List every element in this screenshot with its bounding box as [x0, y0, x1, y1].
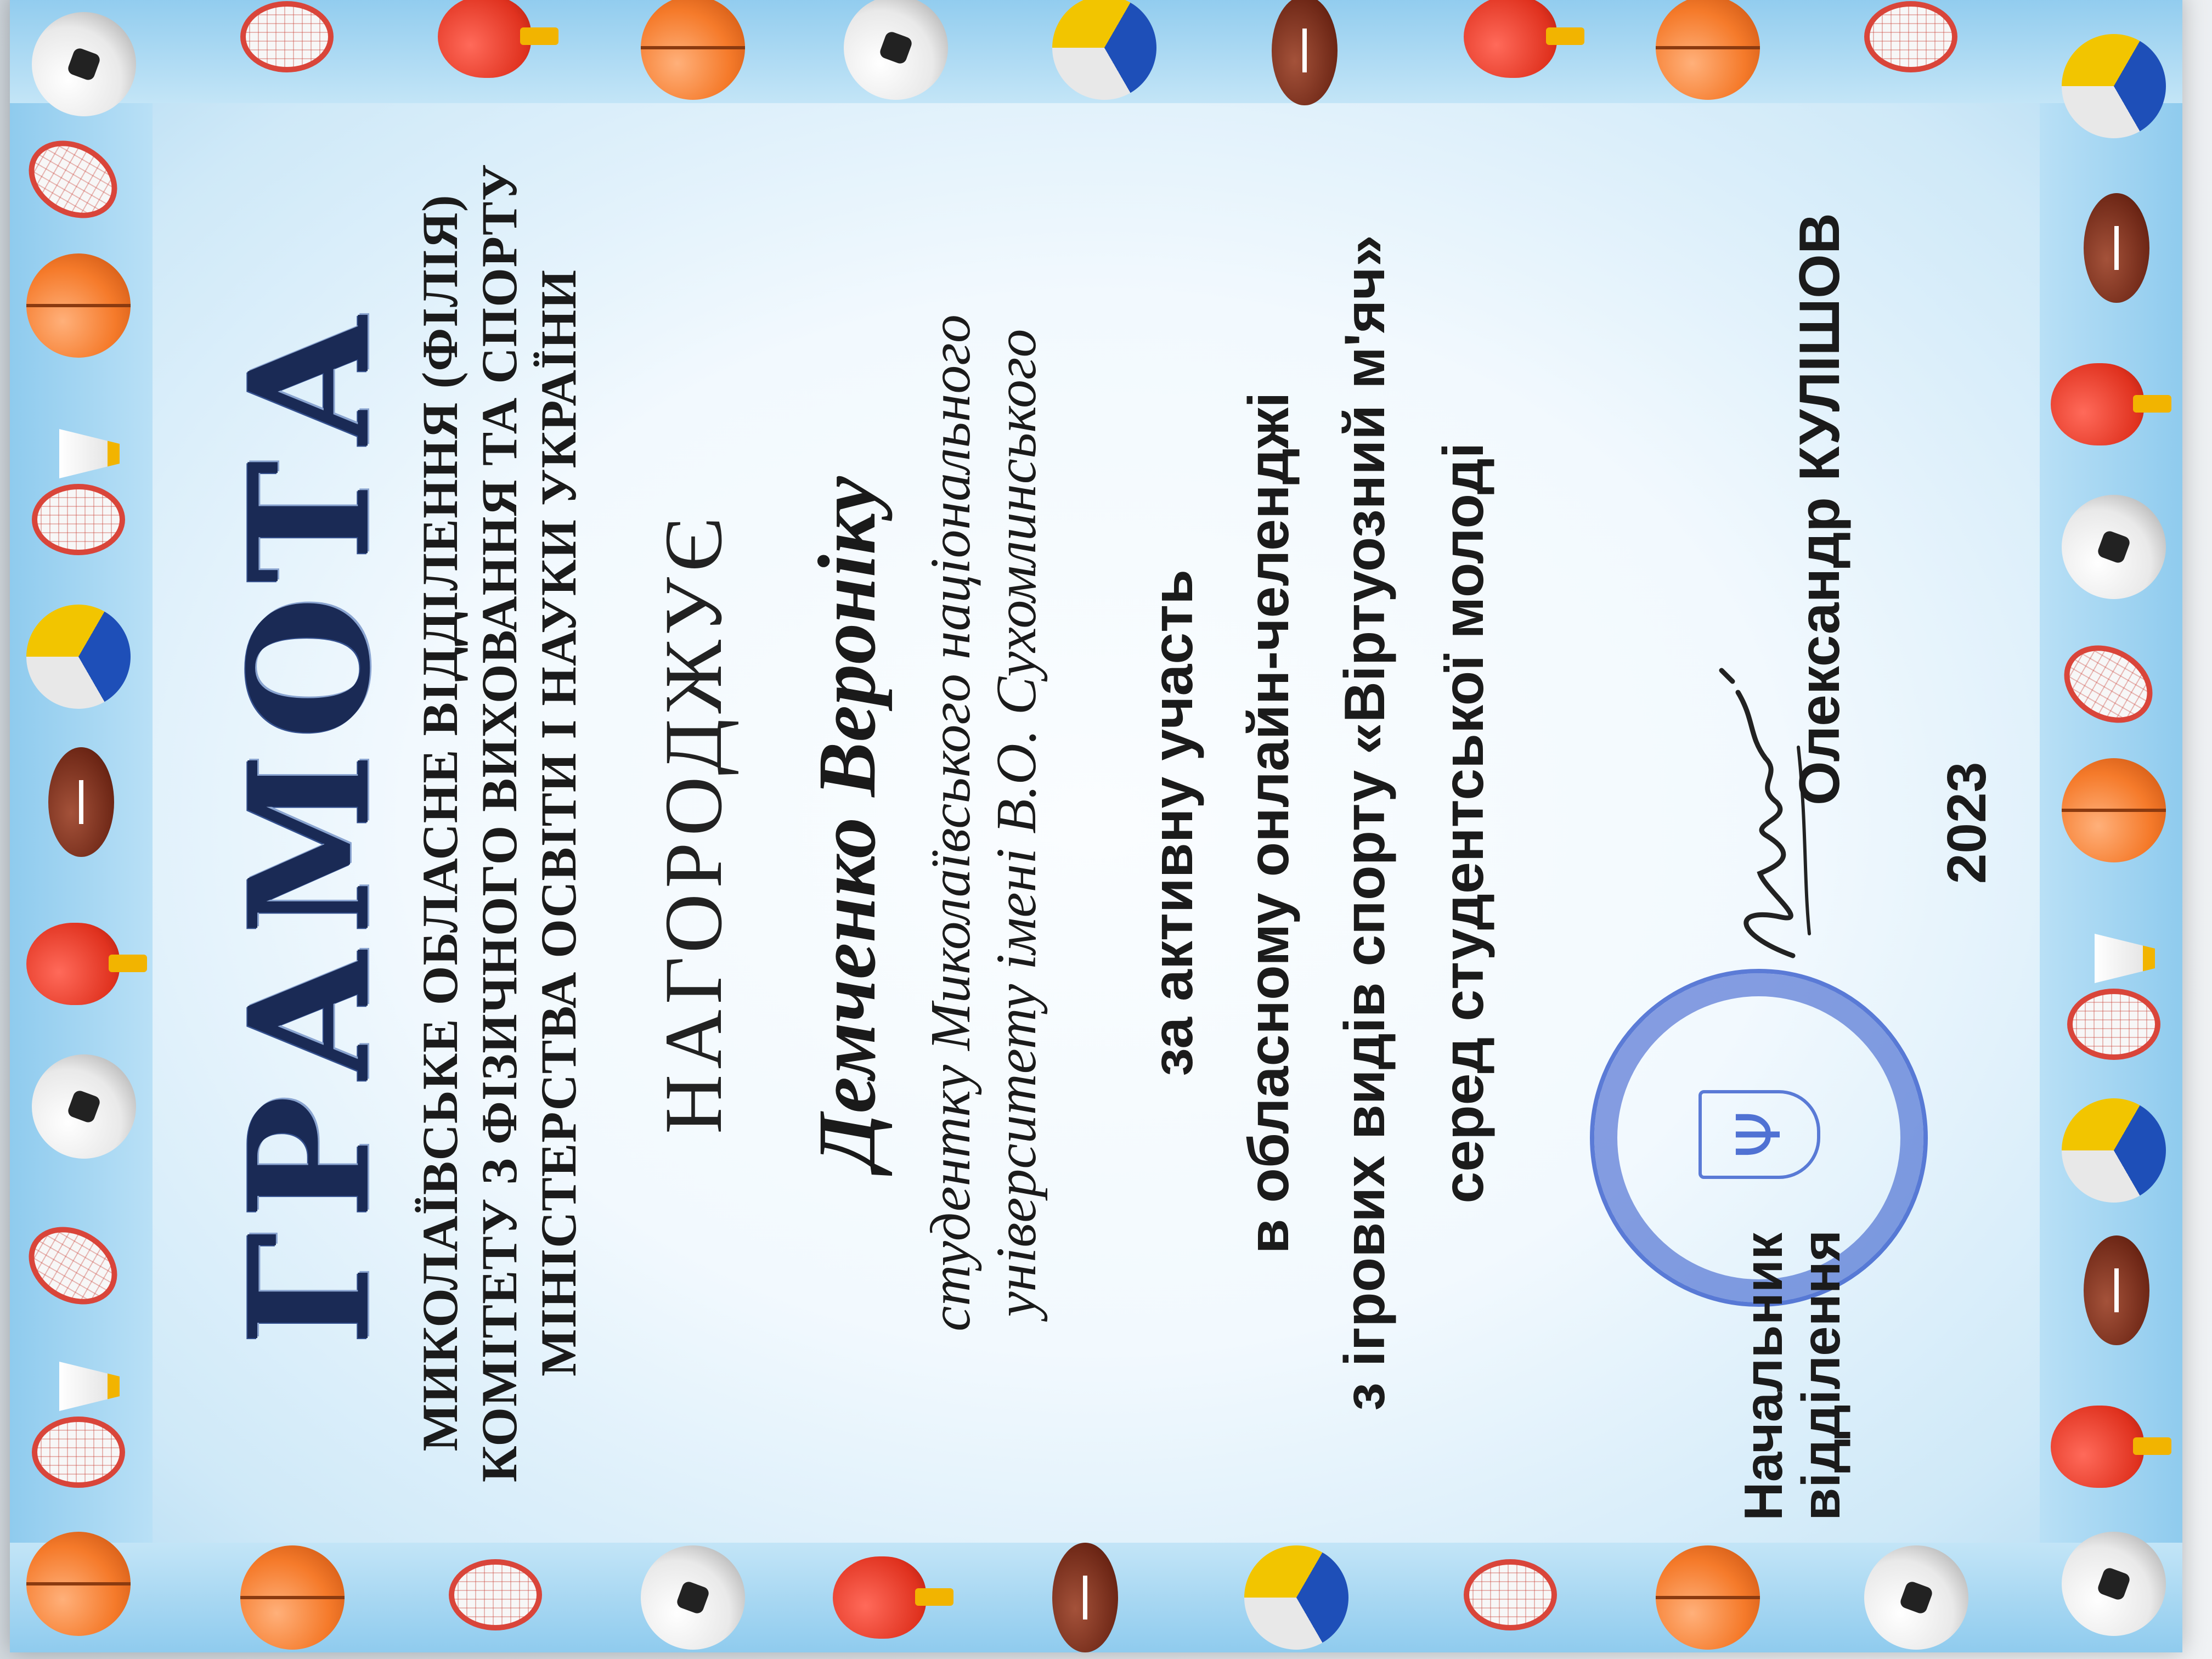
badminton-racket-icon [449, 1559, 542, 1630]
recipient-name: Демченко Вероніку [802, 476, 893, 1170]
organization-line-1: МИКОЛАЇВСЬКЕ ОБЛАСНЕ ВІДДІЛЕННЯ (ФІЛІЯ) [412, 194, 468, 1452]
volleyball-icon [26, 605, 131, 709]
volleyball-icon [2062, 34, 2166, 138]
american-football-icon [1272, 0, 1338, 105]
certificate-sheet [10, 0, 2182, 1652]
soccer-ball-icon [844, 0, 948, 100]
american-football-icon [48, 747, 114, 857]
soccer-ball-icon [1864, 1545, 1968, 1650]
basketball-icon [240, 1545, 345, 1650]
basketball-icon [1656, 0, 1760, 100]
soccer-ball-icon [32, 12, 136, 116]
affiliation-line-1: студентку Миколаївського національного [919, 314, 982, 1331]
american-football-icon [2084, 193, 2149, 303]
organization-line-2: КОМІТЕТУ З ФІЗИЧНОГО ВИХОВАННЯ ТА СПОРТУ [471, 163, 527, 1482]
tennis-racket-icon [1464, 1559, 1557, 1630]
basketball-icon [641, 0, 745, 100]
soccer-ball-icon [641, 1545, 745, 1650]
awards-heading: НАГОРОДЖУЄ [648, 512, 739, 1134]
american-football-icon [2084, 1235, 2149, 1345]
certificate-title: ГРАМОТА [213, 300, 407, 1346]
certificate-year: 2023 [1936, 761, 1997, 884]
table-tennis-paddle-icon [438, 0, 531, 78]
volleyball-icon [1052, 0, 1156, 100]
reason-line-2: в обласному онлайн-челенджі [1237, 392, 1301, 1254]
affiliation-line-2: університету імені В.О. Сухомлинського [985, 329, 1048, 1317]
basketball-icon [26, 1532, 131, 1636]
volleyball-icon [1244, 1545, 1348, 1650]
table-tennis-paddle-icon [2051, 1406, 2144, 1488]
badminton-racket-icon [2067, 989, 2160, 1060]
signatory-title-line-2: відділення [1791, 1229, 1851, 1521]
soccer-ball-icon [32, 1054, 136, 1159]
table-tennis-paddle-icon [833, 1556, 926, 1639]
reason-line-4: серед студентської молоді [1432, 442, 1496, 1204]
organization-line-3: МІНІСТЕРСТВА ОСВІТИ І НАУКИ УКРАЇНИ [531, 269, 586, 1377]
badminton-racket-icon [32, 484, 125, 555]
badminton-racket-icon [32, 1417, 125, 1488]
basketball-icon [1656, 1545, 1760, 1650]
soccer-ball-icon [2062, 1532, 2166, 1636]
american-football-icon [1052, 1543, 1118, 1652]
badminton-racket-icon [240, 1, 334, 72]
certificate-content [153, 103, 2040, 1543]
reason-line-1: за активну участь [1141, 569, 1205, 1077]
badminton-racket-icon [1864, 1, 1957, 72]
table-tennis-paddle-icon [1464, 0, 1557, 78]
volleyball-icon [2062, 1098, 2166, 1203]
basketball-icon [26, 253, 131, 358]
soccer-ball-icon [2062, 495, 2166, 599]
table-tennis-paddle-icon [26, 923, 120, 1005]
signatory-name: Олександр КУЛІШОВ [1788, 213, 1852, 806]
coat-of-arms-icon: Ψ [1699, 1090, 1820, 1179]
signatory-title-line-1: Начальник [1733, 1232, 1793, 1521]
table-tennis-paddle-icon [2051, 363, 2144, 445]
basketball-icon [2062, 758, 2166, 862]
reason-line-3: з ігрових видів спорту «Віртуозний м'яч» [1333, 235, 1397, 1411]
